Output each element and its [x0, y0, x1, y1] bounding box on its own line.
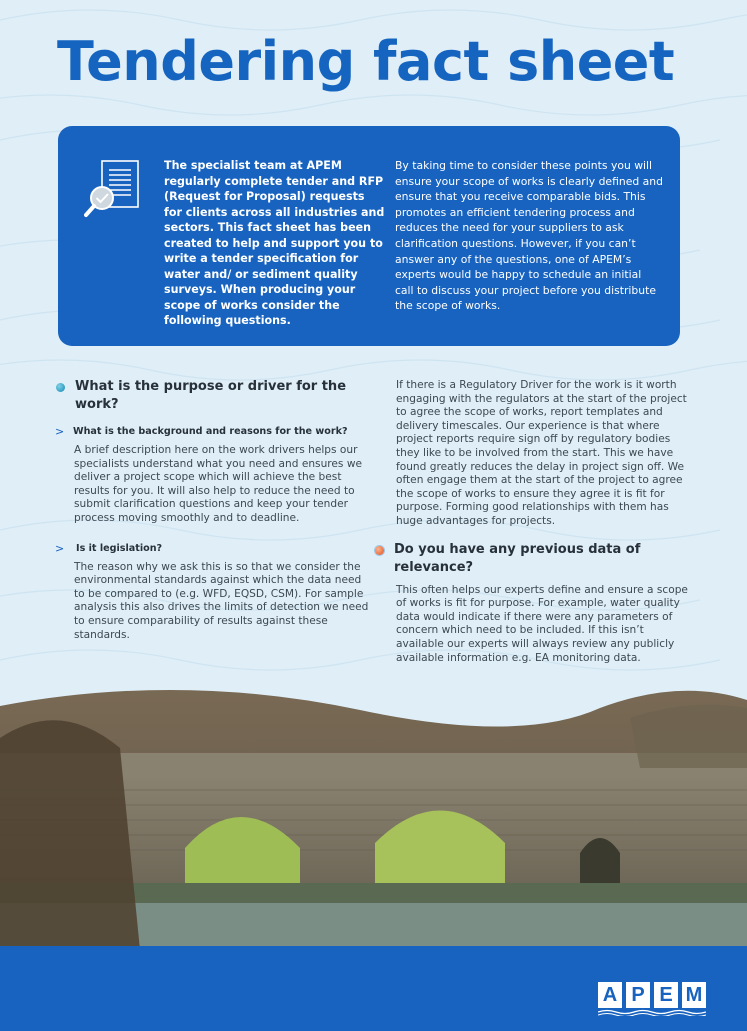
- sub-background-text: A brief description here on the work drivers helps our specialists understand what you need and ensures we deliver a project scope which will achieve the best results for you. It will also help to reduce the need to submit clarification questions and keep your tender process moving smoothly and to deadline.: [74, 444, 363, 524]
- section-purpose-heading: [55, 378, 373, 414]
- apem-logo: [598, 982, 706, 1016]
- intro-summary-bold: The specialist team at APEM regularly complete tender and RFP (Request for Proposal) requests for clients across all industries and sectors. This fact sheet has been created to help and support you to write a tender specification for water and/ or sediment quality surveys. When producing your scope of works consider the following questions.: [164, 159, 385, 327]
- section-previous-data-heading-text: Do you have any previous data of relevance?: [394, 541, 641, 575]
- document-search-icon: [84, 159, 142, 223]
- sub-background-heading: [55, 425, 373, 439]
- regulatory-driver-text: If there is a Regulatory Driver for the work is it worth engaging with the regulators at the start of the project to agree the scope of works, report templates and delivery timescales. Our experience is that where project reports require sign off by regulatory bodies they like to be involved from the start. This we have found greatly reduces the delay in project sign off. We often engage them at the start of the project to agree the scope of works to ensure they agree it is fit for purpose. Forming good relationships with them has huge advantages for projects.: [396, 379, 687, 527]
- sub-legislation-heading-text: Is it legislation?: [76, 542, 163, 554]
- section-previous-data-heading: [374, 541, 692, 577]
- intro-panel: [58, 126, 680, 346]
- logo-letter: P: [626, 982, 650, 1008]
- page-title: Tendering fact sheet: [57, 30, 675, 93]
- logo-letter: M: [682, 982, 706, 1008]
- chevron-right-icon: >: [55, 425, 65, 438]
- left-column: [55, 378, 373, 642]
- section-purpose-heading-text: What is the purpose or driver for the work?: [75, 379, 347, 412]
- sub-legislation-text: The reason why we ask this is so that we consider the environmental standards against which the data need to be compared to (e.g. WFD, EQSD, CSM). For sample analysis this also drives the limits of detection we need to ensure comparability of results against these standards.: [74, 560, 369, 641]
- right-column: [374, 379, 692, 665]
- logo-letter: A: [598, 982, 622, 1008]
- logo-letter: E: [654, 982, 678, 1008]
- logo-wave-icon: [598, 1009, 706, 1016]
- previous-data-text: This often helps our experts define and ensure a scope of works is fit for purpose. For example, water quality data would indicate if there were any parameters of concern which need to be included. If this isn’t available our experts will always review any publicly available information e.g. EA monitoring data.: [396, 583, 688, 664]
- stone-bridge-photo: [0, 678, 747, 950]
- chevron-right-icon: >: [55, 541, 65, 555]
- sub-legislation-heading: [55, 542, 373, 556]
- intro-summary-text: By taking time to consider these points you will ensure your scope of works is clearly defined and ensure that you receive comparable bids. This promotes an efficient tendering process and reduces the need for your suppliers to ask clarification questions. However, if you can’t answer any of the questions, one of APEM’s experts would be happy to schedule an initial call to discuss your project before you distribute the scope of works.: [395, 159, 663, 313]
- bullet-dot-icon: [56, 383, 65, 392]
- sub-background-heading-text: What is the background and reasons for the work?: [73, 426, 348, 437]
- bullet-dot-icon: [375, 546, 384, 555]
